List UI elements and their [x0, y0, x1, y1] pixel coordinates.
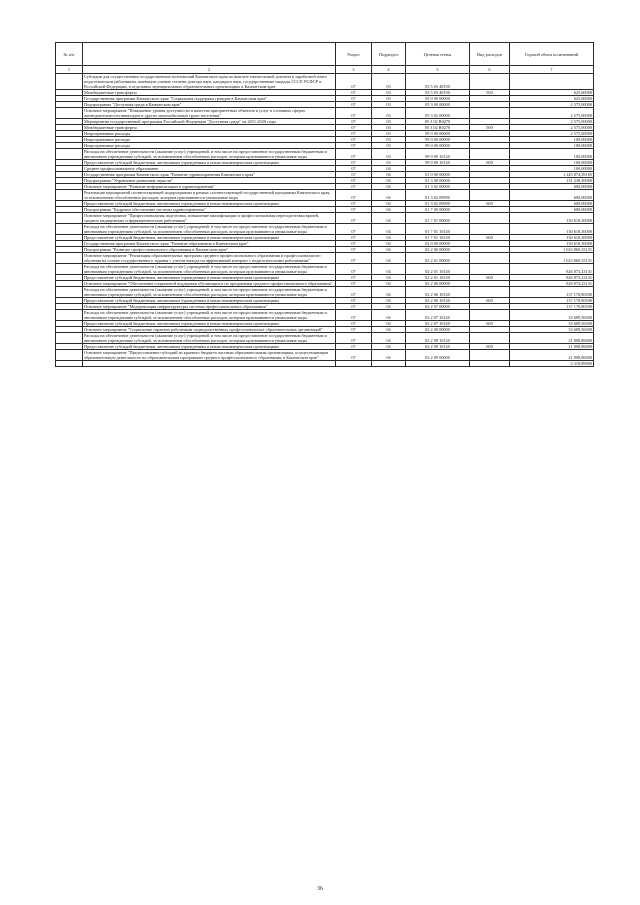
row-name: Предоставление субсидий бюджетным, автономным учреждениям и иным некоммерческим организациям: [83, 235, 336, 241]
row-amount: 21 808,86000: [510, 333, 594, 344]
row-podrazdel: 03: [372, 160, 406, 166]
row-razdel: 07: [336, 275, 372, 281]
row-razdel: 07: [336, 166, 372, 172]
row-razdel: 07: [336, 201, 372, 207]
row-target-article: 02 2 01 10140: [406, 264, 470, 275]
row-amount: 130 618,30000: [510, 213, 594, 224]
row-podrazdel: 03: [372, 74, 406, 90]
row-podrazdel: 04: [372, 241, 406, 247]
row-amount: 100,00000: [510, 149, 594, 160]
row-target-article: 02 2 06 00000: [406, 281, 470, 287]
row-amount: 625,60000: [510, 90, 594, 96]
row-amount: 100,00000: [510, 160, 594, 166]
row-podrazdel: 04: [372, 298, 406, 304]
row-target-article: 99 0 00 00000: [406, 131, 470, 137]
row-target-article: 02 2 08 10140: [406, 333, 470, 344]
row-name: Государственная программа Камчатского края "Социальная поддержка граждан в Камчатском крае": [83, 96, 336, 102]
row-expense-type: [470, 74, 510, 90]
row-amount: 33 689,56500: [510, 321, 594, 327]
row-podrazdel: 04: [372, 287, 406, 298]
header-expense-type: Вид расходов: [470, 43, 510, 66]
page-number: 36: [317, 886, 323, 892]
row-target-article: 02 2 00 00000: [406, 247, 470, 253]
table-row: [56, 108, 594, 119]
row-name: Субсидии для осуществления государственных полномочий Камчатского края по выплате ежемесячной доплаты к заработной плате педагогическим работникам, имеющим ученые степени доктора наук, кандидата наук, государственные награды СССР, РСФСР и Российской Федерации, в отдельных муниципальных образовательных организациях в Камчатском крае: [83, 74, 336, 90]
row-expense-type: [470, 310, 510, 321]
row-target-article: 05 3 02 R0270: [406, 125, 470, 131]
row-name: Предоставление субсидий бюджетным, автономным учреждениям и иным некоммерческим организациям: [83, 160, 336, 166]
row-expense-type: 600: [470, 298, 510, 304]
row-target-article: 02 2 07 00000: [406, 304, 470, 310]
row-podrazdel: 04: [372, 253, 406, 264]
row-target-article: 05 3 00 00000: [406, 102, 470, 108]
row-amount: 100,00000: [510, 137, 594, 143]
header-name: [83, 43, 336, 66]
column-number-row: [56, 66, 594, 74]
row-target-article: 01 7 01 10140: [406, 235, 470, 241]
row-podrazdel: 03: [372, 143, 406, 149]
row-amount: 33 689,56500: [510, 327, 594, 333]
row-target-article: 02 2 06 10140: [406, 287, 470, 298]
row-expense-type: [470, 224, 510, 235]
row-name: Расходы на обеспечение деятельности (оказание услуг) учреждений, в том числе на предоставление государственным бюджетным и автономным учреждениям субсидий, за исключением обособленных расходов, которым присваиваются уникальные коды: [83, 310, 336, 321]
row-amount: 600,00000: [510, 190, 594, 201]
table-row: [56, 213, 594, 224]
row-amount: 600,00000: [510, 184, 594, 190]
row-expense-type: 600: [470, 160, 510, 166]
row-target-article: 03 5 03 40190: [406, 74, 470, 90]
row-razdel: 07: [336, 350, 372, 361]
row-target-article: 01 3 00 00000: [406, 178, 470, 184]
row-podrazdel: 04: [372, 310, 406, 321]
table-row: [56, 253, 594, 264]
row-number: [56, 361, 83, 367]
row-name: Подпрограмма "Кадровое обеспечение системы здравоохранения": [83, 207, 336, 213]
column-number: 3: [336, 66, 372, 74]
row-target-article: 02 2 08 00000: [406, 327, 470, 333]
row-target-article: 99 0 00 00000: [406, 137, 470, 143]
row-number: [56, 287, 83, 298]
row-target-article: 01 7 00 00000: [406, 207, 470, 213]
row-name: Предоставление субсидий бюджетным, автономным учреждениям и иным некоммерческим организациям: [83, 201, 336, 207]
row-razdel: 07: [336, 304, 372, 310]
row-razdel: 07: [336, 172, 372, 178]
row-name: Непрограммные расходы: [83, 137, 336, 143]
row-podrazdel: 03: [372, 131, 406, 137]
row-razdel: 07: [336, 224, 372, 235]
row-target-article: 02 2 06 10140: [406, 298, 470, 304]
row-target-article: 01 3 02 09990: [406, 190, 470, 201]
row-number: [56, 149, 83, 160]
row-amount: 21 808,86000: [510, 350, 594, 361]
row-razdel: 07: [336, 281, 372, 287]
row-razdel: 07: [336, 74, 372, 90]
row-razdel: 07: [336, 327, 372, 333]
row-podrazdel: 04: [372, 344, 406, 350]
table-row: [56, 190, 594, 201]
row-target-article: 02 2 01 10140: [406, 275, 470, 281]
row-amount: 130 618,30000: [510, 241, 594, 247]
row-amount: 2 575,00000: [510, 125, 594, 131]
row-name: Межбюджетные трансферты: [83, 90, 336, 96]
row-razdel: 07: [336, 160, 372, 166]
row-amount: 600,00000: [510, 201, 594, 207]
row-target-article: 01 3 02 09990: [406, 201, 470, 207]
row-number: [56, 253, 83, 264]
row-name: Государственная программа Камчатского края "Развитие здравоохранения Камчатского края": [83, 172, 336, 178]
row-podrazdel: 03: [372, 102, 406, 108]
row-podrazdel: 04: [372, 172, 406, 178]
row-target-article: 01 3 02 00000: [406, 184, 470, 190]
row-amount: [510, 74, 594, 90]
row-podrazdel: 04: [372, 166, 406, 172]
row-expense-type: [470, 253, 510, 264]
row-target-article: 02 2 08 10140: [406, 344, 470, 350]
row-expense-type: 500: [470, 125, 510, 131]
row-amount: 1 023 869,35131: [510, 253, 594, 264]
row-target-article: 01 7 01 00000: [406, 213, 470, 224]
row-amount: 2 575,00000: [510, 108, 594, 119]
table-row: [56, 264, 594, 275]
row-podrazdel: 04: [372, 190, 406, 201]
header-num: № п/п: [56, 43, 83, 66]
row-podrazdel: 04: [372, 281, 406, 287]
row-razdel: 07: [336, 125, 372, 131]
header-razdel: Раздел: [336, 43, 372, 66]
row-razdel: 07: [336, 143, 372, 149]
row-number: [56, 74, 83, 90]
row-target-article: [406, 361, 470, 367]
row-name: Расходы на обеспечение деятельности (оказание услуг) учреждений, в том числе на предоставление государственным бюджетным и автономным учреждениям субсидий, за исключением обособленных расходов, которым присваиваются уникальные коды: [83, 149, 336, 160]
row-podrazdel: 03: [372, 125, 406, 131]
row-podrazdel: 04: [372, 235, 406, 241]
row-name: Межбюджетные трансферты: [83, 125, 336, 131]
row-podrazdel: 04: [372, 264, 406, 275]
row-target-article: 02 2 07 10140: [406, 321, 470, 327]
row-number: [56, 310, 83, 321]
row-amount: 600,00000: [510, 207, 594, 213]
row-target-article: 99 0 00 00000: [406, 143, 470, 149]
row-podrazdel: 04: [372, 213, 406, 224]
row-expense-type: 600: [470, 235, 510, 241]
row-expense-type: 600: [470, 344, 510, 350]
row-target-article: 02 2 09 00000: [406, 350, 470, 361]
row-razdel: 07: [336, 264, 372, 275]
row-amount: 1 023 869,35131: [510, 247, 594, 253]
row-target-article: 99 0 00 10140: [406, 149, 470, 160]
row-name: Государственная программа Камчатского края "Развитие образования в Камчатском крае": [83, 241, 336, 247]
row-podrazdel: 04: [372, 275, 406, 281]
table-header-row: [56, 43, 594, 66]
row-number: [56, 190, 83, 201]
row-target-article: 02 2 01 00000: [406, 253, 470, 264]
row-name: Мероприятия государственной программы Российской Федерации "Доступная среда" на 2011-2020 годы: [83, 119, 336, 125]
row-razdel: 07: [336, 102, 372, 108]
row-amount: 1 245 874,39185: [510, 172, 594, 178]
row-amount: 137 178,80500: [510, 304, 594, 310]
table-row: [56, 149, 594, 160]
row-expense-type: 600: [470, 201, 510, 207]
row-expense-type: 600: [470, 321, 510, 327]
row-expense-type: [470, 213, 510, 224]
row-number: [56, 224, 83, 235]
row-razdel: 07: [336, 178, 372, 184]
row-amount: 826 873,23131: [510, 281, 594, 287]
row-amount: 131 238,30000: [510, 178, 594, 184]
column-number: 4: [372, 66, 406, 74]
row-name: Расходы на обеспечение деятельности (оказание услуг) учреждений, в том числе на предоставление государственным бюджетным и автономным учреждениям субсидий, за исключением обособленных расходов, которым присваиваются уникальные коды: [83, 224, 336, 235]
row-amount: 21 808,86000: [510, 344, 594, 350]
row-target-article: 03 5 03 40190: [406, 90, 470, 96]
row-podrazdel: 04: [372, 304, 406, 310]
row-podrazdel: 04: [372, 321, 406, 327]
row-number: [56, 108, 83, 119]
row-name: Подпрограмма "Доступная среда в Камчатском крае": [83, 102, 336, 108]
row-podrazdel: [372, 361, 406, 367]
row-razdel: 07: [336, 108, 372, 119]
row-razdel: 07: [336, 131, 372, 137]
table-row: [56, 333, 594, 344]
row-name: Подпрограмма "Развитие профессионального образования в Камчатском крае": [83, 247, 336, 253]
budget-table: [55, 42, 594, 367]
row-razdel: 07: [336, 96, 372, 102]
row-name: Непрограммные расходы: [83, 143, 336, 149]
row-expense-type: [470, 190, 510, 201]
row-razdel: 07: [336, 241, 372, 247]
row-target-article: 01 0 00 00000: [406, 172, 470, 178]
table-row: [56, 74, 594, 90]
row-name: Предоставление субсидий бюджетным, автономным учреждениям и иным некоммерческим организациям: [83, 275, 336, 281]
row-name: Основное мероприятие "Реализация образовательных программ среднего профессионального образования и профессионального обучения на основе государственного задания с учетом выхода на эффективный контракт с педагогическими работниками": [83, 253, 336, 264]
row-podrazdel: 04: [372, 224, 406, 235]
row-amount: 130 618,30000: [510, 235, 594, 241]
header-amount: Годовой объем ассигнований: [510, 43, 594, 66]
row-expense-type: [470, 333, 510, 344]
row-number: [56, 350, 83, 361]
row-name: Среднее профессиональное образование: [83, 166, 336, 172]
row-name: Предоставление субсидий бюджетным, автономным учреждениям и иным некоммерческим организациям: [83, 321, 336, 327]
row-amount: 826 873,23131: [510, 264, 594, 275]
row-podrazdel: 04: [372, 207, 406, 213]
row-podrazdel: 04: [372, 201, 406, 207]
header-target-article: Целевая статья: [406, 43, 470, 66]
row-razdel: 07: [336, 310, 372, 321]
row-amount: 2 575,00000: [510, 102, 594, 108]
row-name: Предоставление субсидий бюджетным, автономным учреждениям и иным некоммерческим организациям: [83, 298, 336, 304]
row-podrazdel: 04: [372, 350, 406, 361]
row-razdel: 07: [336, 207, 372, 213]
row-razdel: 07: [336, 247, 372, 253]
header-podrazdel: Подраздел: [372, 43, 406, 66]
row-razdel: 07: [336, 90, 372, 96]
row-name: Основное мероприятие "Обеспечение социальной поддержки обучающихся по программам среднего профессионального образования": [83, 281, 336, 287]
row-expense-type: [470, 287, 510, 298]
row-expense-type: 500: [470, 90, 510, 96]
column-number: 7: [510, 66, 594, 74]
row-podrazdel: 04: [372, 333, 406, 344]
table-body: [56, 74, 594, 367]
row-razdel: 07: [336, 298, 372, 304]
row-name: Основное мероприятие "Модернизация инфраструктуры системы профессионального образования": [83, 304, 336, 310]
row-name: Основное мероприятие "Профессиональная подготовка, повышение квалификации и профессиональная переподготовка врачей, средних медицинских и фармацевтических работников": [83, 213, 336, 224]
row-razdel: [336, 361, 372, 367]
row-razdel: 07: [336, 119, 372, 125]
row-expense-type: [470, 361, 510, 367]
row-target-article: 05 0 00 00000: [406, 96, 470, 102]
row-podrazdel: 04: [372, 327, 406, 333]
row-amount: 33 689,56500: [510, 310, 594, 321]
row-razdel: 07: [336, 149, 372, 160]
row-expense-type: [470, 108, 510, 119]
row-target-article: 05 3 02 R0270: [406, 119, 470, 125]
row-podrazdel: 03: [372, 149, 406, 160]
table-row: [56, 224, 594, 235]
row-razdel: 07: [336, 213, 372, 224]
row-name: [83, 361, 336, 367]
row-amount: 4 318,89000: [510, 361, 594, 367]
row-expense-type: [470, 264, 510, 275]
row-razdel: 07: [336, 184, 372, 190]
row-razdel: 07: [336, 137, 372, 143]
row-podrazdel: 03: [372, 137, 406, 143]
row-razdel: 07: [336, 344, 372, 350]
table-row: [56, 310, 594, 321]
row-podrazdel: 03: [372, 96, 406, 102]
row-razdel: 07: [336, 287, 372, 298]
row-podrazdel: 03: [372, 90, 406, 96]
row-expense-type: 600: [470, 275, 510, 281]
row-amount: 2 575,00000: [510, 131, 594, 137]
row-name: Подпрограмма "Управление развитием отрасли": [83, 178, 336, 184]
row-name: Расходы на обеспечение деятельности (оказание услуг) учреждений, в том числе на предоставление государственным бюджетным и автономным учреждениям субсидий, за исключением обособленных расходов, которым присваиваются уникальные коды: [83, 287, 336, 298]
table-row: [56, 287, 594, 298]
row-podrazdel: 04: [372, 184, 406, 190]
row-name: Основное мероприятие "Повышение уровня доступности и качества приоритетных объектов и услуг в основных сферах жизнедеятельности инвалидов и других маломобильных групп населения": [83, 108, 336, 119]
column-number: 5: [406, 66, 470, 74]
row-amount: 137 178,80500: [510, 287, 594, 298]
row-name: Основное мероприятие "Социальные гарантии работникам подведомственных профессиональных образовательных организаций": [83, 327, 336, 333]
row-name: Основное мероприятие "Развитие информатизации в здравоохранении": [83, 184, 336, 190]
row-target-article: 99 0 00 10140: [406, 160, 470, 166]
row-podrazdel: 03: [372, 108, 406, 119]
row-number: [56, 333, 83, 344]
row-podrazdel: 03: [372, 119, 406, 125]
row-number: [56, 264, 83, 275]
row-razdel: 07: [336, 253, 372, 264]
row-name: Предоставление субсидий бюджетным, автономным учреждениям и иным некоммерческим организациям: [83, 344, 336, 350]
row-podrazdel: 04: [372, 178, 406, 184]
row-name: Расходы на обеспечение деятельности (оказание услуг) учреждений, в том числе на предоставление государственным бюджетным и автономным учреждениям субсидий, за исключением обособленных расходов, которым присваиваются уникальные коды: [83, 264, 336, 275]
row-razdel: 07: [336, 190, 372, 201]
row-amount: 100,00000: [510, 143, 594, 149]
row-razdel: 07: [336, 333, 372, 344]
table-row: [56, 350, 594, 361]
row-target-article: 02 2 07 10140: [406, 310, 470, 321]
column-number: 1: [56, 66, 83, 74]
row-target-article: 05 3 02 00000: [406, 108, 470, 119]
column-number: 6: [470, 66, 510, 74]
row-amount: 826 873,23131: [510, 275, 594, 281]
row-amount: 625,60000: [510, 96, 594, 102]
row-amount: 130 618,30000: [510, 224, 594, 235]
row-expense-type: [470, 149, 510, 160]
row-name: Непрограммные расходы: [83, 131, 336, 137]
column-number: 2: [83, 66, 336, 74]
row-number: [56, 213, 83, 224]
row-expense-type: [470, 350, 510, 361]
row-name: Основное мероприятие "Предоставление субсидий из краевого бюджета частным образовательным организациям, осуществляющим образовательную деятельность по образовательным программам среднего профессионального образования, в Камчатском крае": [83, 350, 336, 361]
row-amount: 100,00000: [510, 166, 594, 172]
row-amount: 137 178,80500: [510, 298, 594, 304]
row-razdel: 07: [336, 235, 372, 241]
row-amount: 2 575,00000: [510, 119, 594, 125]
row-target-article: 01 7 01 10140: [406, 224, 470, 235]
table-row: [56, 361, 594, 367]
row-razdel: 07: [336, 321, 372, 327]
row-name: Расходы на обеспечение деятельности (оказание услуг) учреждений, в том числе на предоставление государственным бюджетным и автономным учреждениям субсидий, за исключением обособленных расходов, которым присваиваются уникальные коды: [83, 333, 336, 344]
row-podrazdel: 04: [372, 247, 406, 253]
row-target-article: 02 0 00 00000: [406, 241, 470, 247]
row-name: Реализация мероприятий соответствующей подпрограммы в рамках соответствующей государственной программы Камчатского края, за исключением обособленных расходов, которым присваиваются уникальные коды: [83, 190, 336, 201]
